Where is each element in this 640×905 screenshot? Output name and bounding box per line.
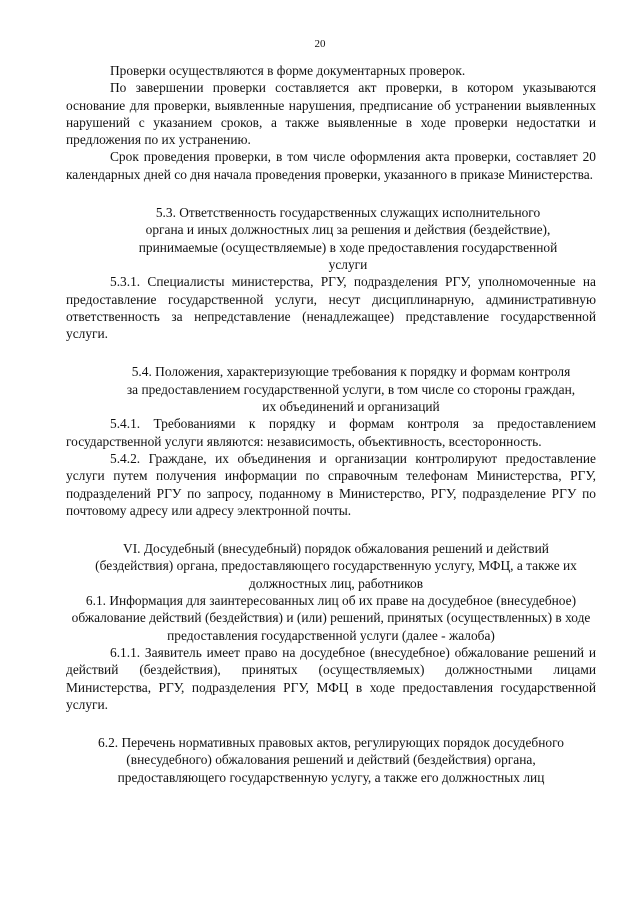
paragraph-5-4-1: 5.4.1. Требованиями к порядку и формам контроля за предоставлением государственной услуги являются: независимость, объективность, всесторонность. bbox=[66, 416, 596, 449]
paragraph-inspection-form: Проверки осуществляются в форме документарных проверок. bbox=[110, 63, 466, 78]
heading-5-3: 5.3. Ответственность государственных служащих исполнительного органа и иных должностных лиц за решения и действия (бездействие), принимаемые (осуществляемые) в ходе предоставления государственной услуги bbox=[138, 205, 558, 272]
document-body bbox=[66, 62, 596, 786]
heading-6-1: 6.1. Информация для заинтересованных лиц об их праве на досудебное (внесудебное) обжалование действий (бездействия) и (или) решений, принятых (осуществленных) в ходе предоставления государственной услуги (далее - жалоба) bbox=[71, 593, 591, 643]
paragraph-5-3-1: 5.3.1. Специалисты министерства, РГУ, подразделения РГУ, уполномоченные на предоставление государственной услуги, несут дисциплинарную, административную ответственность за непредставление (ненадлежащее) представление государственной услуги. bbox=[66, 274, 596, 342]
heading-6-2: 6.2. Перечень нормативных правовых актов, регулирующих порядок досудебного (внесудебного) обжалования решений и действий (бездействия) органа, предоставляющего государственную услугу, а также его должностных лиц bbox=[98, 735, 564, 785]
paragraph-inspection-act: По завершении проверки составляется акт проверки, в котором указываются основание для проверки, выявленные нарушения, предписание об устранении выявленных нарушений с указанием сроков, а также выявленные в ходе проверки недостатки и предложения по их устранению. bbox=[66, 80, 596, 148]
paragraph-5-4-2: 5.4.2. Граждане, их объединения и организации контролируют предоставление услуги путем получения информации по справочным телефонам Министерства, РГУ, подразделений РГУ по запросу, поданному в Министерство, РГУ, подразделение РГУ по почтовому адресу или адресу электронной почты. bbox=[66, 450, 596, 518]
paragraph-inspection-term: Срок проведения проверки, в том числе оформления акта проверки, составляет 20 календарных дней со дня начала проведения проверки, указанного в приказе Министерства. bbox=[66, 149, 596, 182]
paragraph-6-1-1: 6.1.1. Заявитель имеет право на досудебное (внесудебное) обжалование решений и действий (бездействия), принятых (осуществляемых) должностными лицами Министерства, РГУ, подразделения РГУ, МФЦ в ходе предоставления государственной услуги. bbox=[66, 644, 596, 712]
heading-5-4: 5.4. Положения, характеризующие требования к порядку и формам контроля за предоставлением государственной услуги, в том числе со стороны граждан, их объединений и организаций bbox=[126, 364, 576, 415]
page-number: 20 bbox=[314, 38, 326, 50]
heading-section-vi: VI. Досудебный (внесудебный) порядок обжалования решений и действий (бездействия) органа, предоставляющего государственную услугу, МФЦ, а также их должностных лиц, работников bbox=[95, 541, 577, 591]
